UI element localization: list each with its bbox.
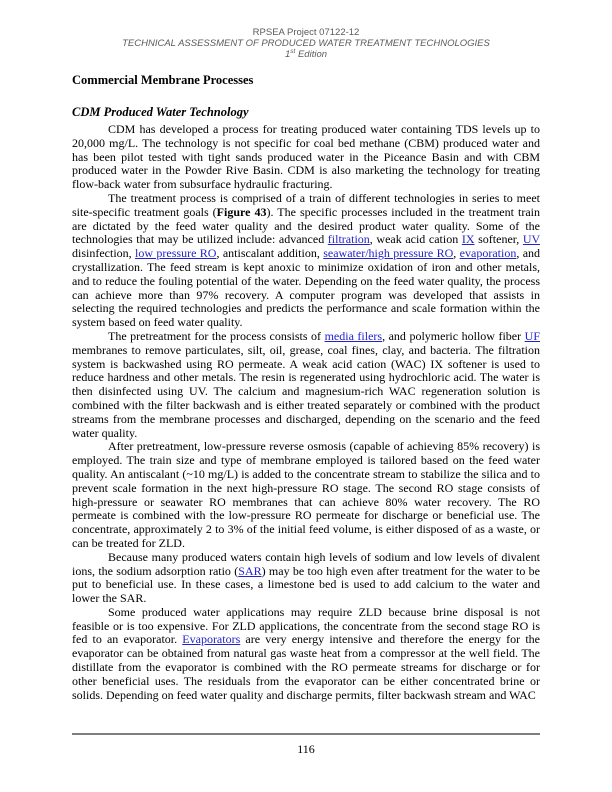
text-run: Some produced water applications may require ZLD because brine disposal is not feasible or is too expensive. For ZLD applications, the concentrate from the second stage RO is fed to an evaporator. [72, 604, 540, 647]
text-run: , [453, 246, 460, 261]
subsection-heading: CDM Produced Water Technology [72, 105, 249, 119]
header-report-title: TECHNICAL ASSESSMENT OF PRODUCED WATER TREATMENT TECHNOLOGIES [122, 38, 490, 49]
hyperlink-ix[interactable]: IX [461, 232, 475, 247]
text-run: are very energy intensive and therefore the energy for the evaporator can be obtained from natural gas waste heat from a compressor at the well field. The distillate from the evaporator is combined with the RO permeate streams for discharge or for other beneficial uses. The residuals from the evaporator can be either concentrated brine or solids. Depending on feed water quality and discharge permits, filter backwash stream and WAC [72, 632, 540, 702]
paragraph [72, 606, 540, 703]
text-run: ) may be too high even after treatment for the water to be put to beneficial use. In these cases, a limestone bed is used to add calcium to the water and lower the SAR. [72, 563, 540, 606]
text-run: Because many produced waters contain high levels of sodium and low levels of divalent ions, the sodium adsorption ratio ( [72, 549, 540, 578]
hyperlink-evaporators[interactable]: Evaporators [182, 632, 241, 647]
footer-rule [72, 733, 540, 735]
hyperlink-uv[interactable]: UV [522, 232, 541, 247]
hyperlink-seawater-high-pressure-ro[interactable]: seawater/high pressure RO [323, 246, 454, 261]
page-number: 116 [297, 742, 315, 756]
bold-run: Figure 43 [216, 204, 267, 219]
hyperlink-media-filers[interactable]: media filers [324, 328, 383, 343]
paragraph [72, 123, 540, 192]
section-heading: Commercial Membrane Processes [72, 73, 254, 87]
text-run: After pretreatment, low-pressure reverse osmosis (capable of achieving 85% recovery) is employed. The train size and type of membrane employed is tailored based on the feed water quality. An antiscalant (~10 mg/L) is added to the concentrate stream to stabilize the silica and to prevent scale formation in the next high-pressure RO stage. The second RO stage consists of high-pressure or seawater RO membranes that can achieve 80% water recovery. The RO permeate is combined with the low-pressure RO permeate for discharge or beneficial use. The concentrate, approximately 2 to 3% of the initial feed volume, is either disposed of as a waste, or can be treated for ZLD. [72, 439, 540, 550]
paragraph [72, 330, 540, 440]
edition-label: Edition [295, 49, 328, 60]
text-run: , antiscalant addition, [216, 246, 324, 261]
text-run: The pretreatment for the process consists of [108, 328, 325, 343]
edition-number: 1 [284, 49, 291, 60]
text-run: , weak acid cation [369, 232, 462, 247]
edition-ordinal-suffix: st [290, 47, 296, 55]
document-body [72, 74, 540, 702]
paragraph [72, 192, 540, 330]
text-run: ). The specific processes included in the treatment train are dictated by the feed water quality and the desired product water quality. Some of the technologies that may be utilized include: advanced [72, 204, 540, 247]
page-header [0, 27, 612, 60]
text-run: membranes to remove particulates, silt, oil, grease, coal fines, clay, and bacteria. The filtration system is backwashed using RO permeate. A weak acid cation (WAC) IX softener is used to reduce hardness and other metals. The resin is regenerated using hydrochloric acid. The water is then disinfected using UV. The calcium and magnesium-rich WAC regeneration solution is combined with the filter backwash and is either treated separately or combined with the product streams from the membrane processes and discharged, depending on the scenario and the feed water quality. [72, 342, 540, 440]
header-edition [0, 49, 612, 60]
header-project-id: RPSEA Project 07122-12 [252, 27, 360, 38]
paragraphs-container [72, 123, 540, 702]
hyperlink-filtration[interactable]: filtration [327, 232, 370, 247]
hyperlink-uf[interactable]: UF [524, 328, 540, 343]
paragraph [72, 551, 540, 606]
hyperlink-sar[interactable]: SAR [238, 563, 262, 578]
hyperlink-low-pressure-ro[interactable]: low pressure RO [135, 246, 217, 261]
text-run: , and crystallization. The feed stream is kept anoxic to minimize oxidation of iron and other metals, and to reduce the fouling potential of the water. Depending on the feed water quality, the process can achieve more than 97% recovery. A computer program was developed that assists in selecting the required technologies and predicts the performance and scale formation within the system based on feed water quality. [72, 246, 541, 330]
text-run: , and polymeric hollow fiber [382, 328, 525, 343]
text-run: CDM has developed a process for treating produced water containing TDS levels up to 20,000 mg/L. The technology is not specific for coal bed methane (CBM) produced water and has been pilot tested with tight sands produced water in the Piceance Basin and with CBM produced water in the Powder Rive Basin. CDM is also marketing the technology for treating flow-back water from subsurface hydraulic fracturing. [72, 122, 540, 192]
hyperlink-evaporation[interactable]: evaporation [459, 246, 517, 261]
text-run: The treatment process is comprised of a train of different technologies in series to meet site-specific treatment goals ( [72, 190, 540, 219]
paragraph [72, 440, 540, 550]
text-run: disinfection, [72, 246, 136, 261]
text-run: softener, [474, 232, 523, 247]
